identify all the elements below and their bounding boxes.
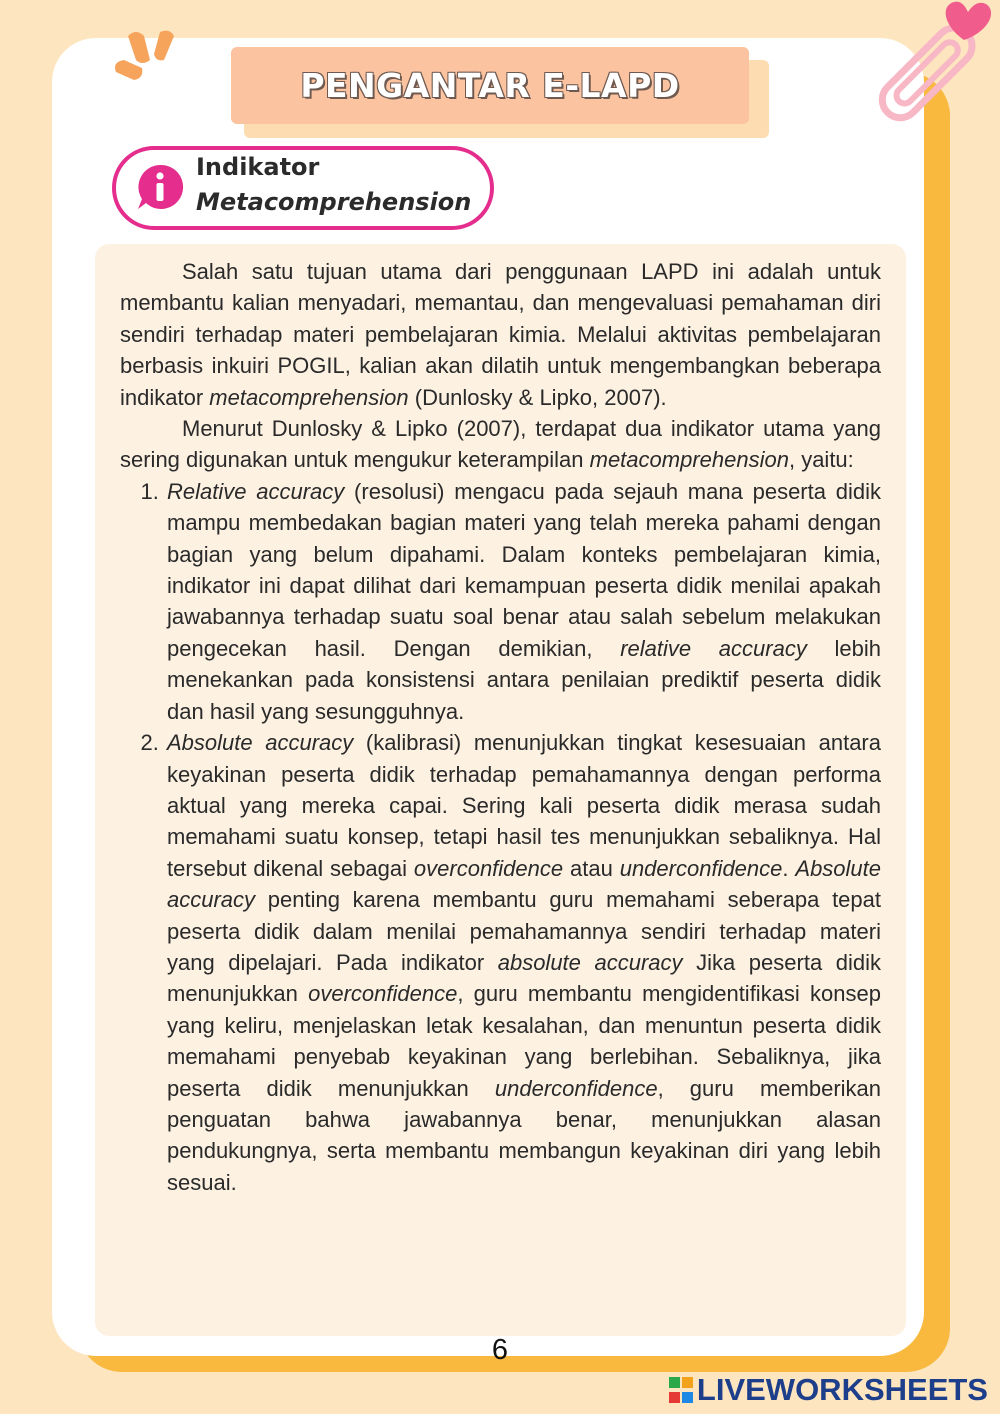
li2-text-3: Jika peserta didik menunjukkan: [167, 949, 881, 1007]
paperclip-heart-icon: [860, 0, 1000, 140]
li2-term-overconfidence: overconfidence: [413, 855, 564, 881]
li2-term-absolute: Absolute accuracy: [167, 855, 882, 913]
li1-term-2: relative accuracy: [620, 635, 807, 661]
li2-term-underconfidence: underconfidence: [619, 855, 783, 881]
liveworksheets-brand[interactable]: [669, 1372, 988, 1408]
p1-text-c: (Dunlosky & Lipko, 2007).: [408, 384, 667, 410]
li2-term-absolute-2: absolute accuracy: [497, 949, 683, 975]
li2-text: (kalibrasi) menunjukkan tingkat kesesuaian antara keyakinan peserta didik terhadap pemahamannya dengan performa aktual yang mereka capai. Sering kali peserta didik merasa sudah memahami suatu konsep, tetapi hasil tes menunjukkan sebaliknya. Hal tersebut dikenal sebagai: [167, 730, 881, 881]
burst-decoration-icon: [108, 26, 194, 96]
li2-text-dot: .: [782, 855, 796, 881]
li2-term-overconfidence-2: overconfidence: [308, 981, 458, 1007]
list-item-absolute-accuracy: [165, 727, 881, 1198]
li1-term: Relative accuracy: [167, 478, 345, 504]
p2-text-a: Menurut Dunlosky & Lipko (2007), terdapat dua indikator utama yang sering digunakan untuk mengukur keterampilan: [120, 416, 881, 473]
info-icon: [136, 163, 184, 211]
liveworksheets-logo-icon: [669, 1377, 693, 1403]
li2-text-atau: atau: [563, 855, 620, 881]
body-text: [120, 256, 881, 1198]
indicator-line-2: Metacomprehension: [196, 188, 472, 216]
paragraph-1: [120, 256, 881, 413]
paragraph-2: [120, 413, 881, 476]
p2-term: metacomprehension: [589, 447, 789, 473]
li1-text: (resolusi) mengacu pada sejauh mana peserta didik mampu membedakan bagian materi yang telah mereka pahami dengan bagian yang belum dipahami. Dalam konteks pembelajaran kimia, indikator ini dapat dilihat dari kemampuan peserta didik menilai apakah jawabannya terhadap suatu soal benar atau salah sebelum melakukan pengecekan hasil. Dengan demikian,: [167, 478, 881, 661]
li2-text-2: penting karena membantu guru memahami seberapa tepat peserta didik dalam menilai pemahamannya sendiri terhadap materi yang dipelajari. Pada indikator: [167, 887, 881, 975]
p1-term: metacomprehension: [209, 384, 409, 410]
li1-text-2: lebih menekankan pada konsistensi antara penilaian prediktif peserta didik dan hasil yang sesungguhnya.: [167, 635, 881, 724]
list-item-relative-accuracy: [165, 476, 881, 727]
li2-text-5: , guru memberikan penguatan bahwa jawabannya benar, menunjukkan alasan pendukungnya, serta membantu membangun keyakinan diri yang lebih sesuai.: [167, 1075, 881, 1195]
indicator-heading: [196, 150, 471, 220]
title-banner: [231, 47, 749, 124]
li2-term-underconfidence-2: underconfidence: [494, 1075, 658, 1101]
indicator-line-1: Indikator: [196, 153, 320, 181]
page-title: PENGANTAR E-LAPD: [300, 66, 680, 105]
indicator-list: [120, 476, 881, 1198]
li2-term: Absolute accuracy: [167, 730, 354, 756]
li2-text-4: , guru membantu mengidentifikasi konsep yang keliru, menjelaskan letak kesalahan, dan menuntun peserta didik memahami penyebab keyakinan yang berlebihan. Sebaliknya, jika peserta didik menunjukkan: [167, 981, 881, 1101]
p1-text-a: Salah satu tujuan utama dari penggunaan LAPD ini adalah untuk membantu kalian menyadari, memantau, dan mengevaluasi pemahaman diri sendiri terhadap materi pembelajaran kimia. Melalui aktivitas pembelajaran berbasis inkuiri POGIL, kalian akan dilatih untuk mengembangkan beberapa indikator: [120, 259, 881, 410]
page-number: 6: [491, 1334, 509, 1366]
p2-text-c: , yaitu:: [788, 447, 854, 473]
brand-text: LIVEWORKSHEETS: [696, 1372, 988, 1407]
